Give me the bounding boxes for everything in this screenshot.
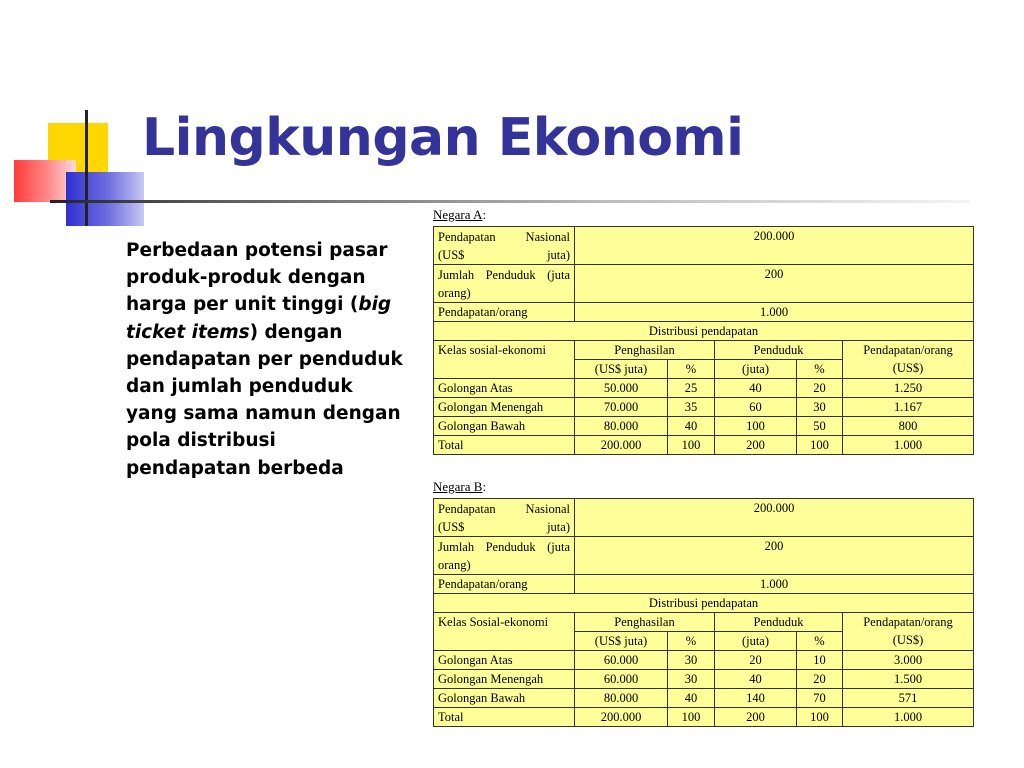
header-penduduk: Penduduk: [715, 341, 843, 360]
row-label-pendapatan-orang: Pendapatan/orang: [434, 575, 575, 594]
cell-penduduk: 60: [715, 398, 797, 417]
cell-penduduk-pct: 10: [797, 651, 843, 670]
slide-body-text: [126, 237, 406, 482]
cell-penghasilan: 200.000: [575, 708, 668, 727]
value-pendapatan-orang: 1.000: [575, 303, 974, 322]
title-underline: [50, 200, 970, 203]
header-pendapatan-orang: Pendapatan/orang (US$): [843, 341, 974, 379]
table-row: [434, 417, 974, 436]
cell-kelas: Golongan Bawah: [434, 417, 575, 436]
header-penghasilan: Penghasilan: [575, 341, 715, 360]
cell-kelas: Golongan Menengah: [434, 670, 575, 689]
cell-kelas: Golongan Bawah: [434, 689, 575, 708]
cell-pendapatan: 1.250: [843, 379, 974, 398]
cell-penduduk-pct: 20: [797, 670, 843, 689]
cell-kelas: Total: [434, 436, 575, 455]
table-row: [434, 537, 974, 575]
cell-pendapatan: 1.167: [843, 398, 974, 417]
table-total-row: [434, 708, 974, 727]
cell-penduduk: 40: [715, 379, 797, 398]
table-total-row: [434, 436, 974, 455]
income-table-negara-a: [433, 226, 974, 455]
slide-title: Lingkungan Ekonomi: [142, 108, 744, 168]
table-a-label: [433, 207, 486, 223]
cell-penghasilan: 60.000: [575, 670, 668, 689]
cell-pendapatan: 3.000: [843, 651, 974, 670]
cell-penghasilan-pct: 40: [668, 689, 715, 708]
decor-blue-square: [66, 172, 144, 226]
subheader-penghasilan-unit: (US$ juta): [575, 632, 668, 651]
cell-pendapatan: 1.500: [843, 670, 974, 689]
cell-pendapatan: 1.000: [843, 708, 974, 727]
value-jumlah-penduduk: 200: [575, 265, 974, 303]
subheader-penghasilan-pct: %: [668, 632, 715, 651]
table-row: [434, 689, 974, 708]
subheader-penghasilan-pct: %: [668, 360, 715, 379]
table-row: [434, 499, 974, 537]
table-row: [434, 651, 974, 670]
table-row: [434, 265, 974, 303]
table-row: [434, 322, 974, 341]
cell-penduduk-pct: 100: [797, 436, 843, 455]
value-pendapatan-orang: 1.000: [575, 575, 974, 594]
subheader-penghasilan-unit: (US$ juta): [575, 360, 668, 379]
cell-penghasilan: 80.000: [575, 417, 668, 436]
table-row: [434, 670, 974, 689]
table-a-label-text: Negara A: [433, 207, 483, 222]
cell-pendapatan: 571: [843, 689, 974, 708]
table-header-row: [434, 613, 974, 632]
subheader-penduduk-unit: (juta): [715, 360, 797, 379]
cell-penduduk-pct: 100: [797, 708, 843, 727]
table-row: [434, 227, 974, 265]
cell-penghasilan-pct: 100: [668, 436, 715, 455]
header-penghasilan: Penghasilan: [575, 613, 715, 632]
cell-penduduk-pct: 70: [797, 689, 843, 708]
cell-kelas: Golongan Menengah: [434, 398, 575, 417]
body-text-part-1: Perbedaan potensi pasar produk-produk dengan harga per unit tinggi (: [126, 240, 388, 316]
row-label-jumlah-penduduk: Jumlah Penduduk (juta orang): [434, 537, 575, 575]
row-label-pendapatan-nasional: Pendapatan Nasional (US$ juta): [434, 227, 575, 265]
body-text-part-2: ) dengan pendapatan per penduduk dan jumlah penduduk yang sama namun dengan pola distribusi pendapatan berbeda: [126, 321, 403, 479]
table-b-label-text: Negara B: [433, 479, 483, 494]
cell-penghasilan: 70.000: [575, 398, 668, 417]
table-b-label: [433, 479, 486, 495]
cell-penghasilan-pct: 30: [668, 670, 715, 689]
decor-vertical-line: [85, 110, 88, 226]
value-jumlah-penduduk: 200: [575, 537, 974, 575]
cell-penghasilan-pct: 40: [668, 417, 715, 436]
body-text-italic: big ticket items: [126, 294, 392, 343]
cell-penghasilan-pct: 30: [668, 651, 715, 670]
income-table-negara-b: [433, 498, 974, 727]
cell-penghasilan-pct: 25: [668, 379, 715, 398]
distribusi-header: Distribusi pendapatan: [434, 322, 974, 341]
cell-penghasilan: 50.000: [575, 379, 668, 398]
cell-penduduk: 140: [715, 689, 797, 708]
cell-penghasilan: 80.000: [575, 689, 668, 708]
row-label-jumlah-penduduk: Jumlah Penduduk (juta orang): [434, 265, 575, 303]
subheader-penduduk-pct: %: [797, 632, 843, 651]
table-header-row: [434, 341, 974, 360]
table-row: [434, 575, 974, 594]
value-pendapatan-nasional: 200.000: [575, 499, 974, 537]
header-pendapatan-orang: Pendapatan/orang (US$): [843, 613, 974, 651]
subheader-penduduk-pct: %: [797, 360, 843, 379]
cell-kelas: Total: [434, 708, 575, 727]
distribusi-header: Distribusi pendapatan: [434, 594, 974, 613]
header-penduduk: Penduduk: [715, 613, 843, 632]
table-row: [434, 379, 974, 398]
header-kelas: Kelas Sosial-ekonomi: [434, 613, 575, 651]
value-pendapatan-nasional: 200.000: [575, 227, 974, 265]
table-row: [434, 398, 974, 417]
cell-penghasilan: 60.000: [575, 651, 668, 670]
table-b-label-suffix: :: [482, 479, 487, 494]
cell-penduduk-pct: 20: [797, 379, 843, 398]
cell-penghasilan-pct: 100: [668, 708, 715, 727]
row-label-pendapatan-nasional: Pendapatan Nasional (US$ juta): [434, 499, 575, 537]
row-label-pendapatan-orang: Pendapatan/orang: [434, 303, 575, 322]
table-row: [434, 594, 974, 613]
cell-penghasilan: 200.000: [575, 436, 668, 455]
cell-kelas: Golongan Atas: [434, 379, 575, 398]
cell-penghasilan-pct: 35: [668, 398, 715, 417]
table-row: [434, 303, 974, 322]
cell-penduduk: 100: [715, 417, 797, 436]
cell-penduduk: 20: [715, 651, 797, 670]
cell-kelas: Golongan Atas: [434, 651, 575, 670]
cell-pendapatan: 800: [843, 417, 974, 436]
cell-penduduk-pct: 50: [797, 417, 843, 436]
cell-pendapatan: 1.000: [843, 436, 974, 455]
table-a-label-suffix: :: [482, 207, 487, 222]
cell-penduduk: 200: [715, 436, 797, 455]
cell-penduduk-pct: 30: [797, 398, 843, 417]
subheader-penduduk-unit: (juta): [715, 632, 797, 651]
header-kelas: Kelas sosial-ekonomi: [434, 341, 575, 379]
cell-penduduk: 200: [715, 708, 797, 727]
cell-penduduk: 40: [715, 670, 797, 689]
